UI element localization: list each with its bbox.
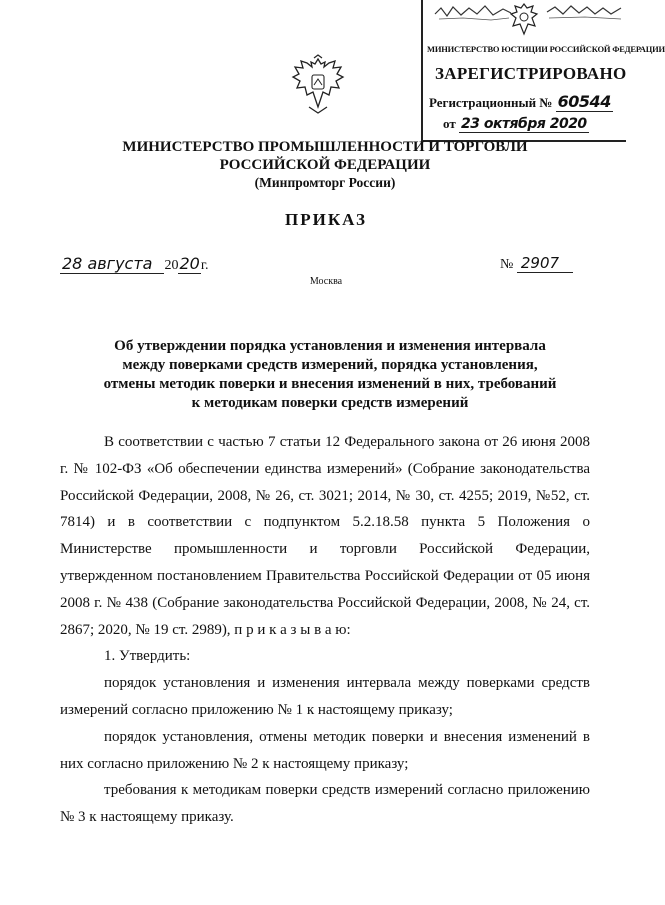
order-city: Москва <box>309 276 343 287</box>
stamp-ministry: МИНИСТЕРСТВО ЮСТИЦИИ РОССИЙСКОЙ ФЕДЕРАЦИИ <box>427 44 665 54</box>
stamp-registration-line <box>429 92 613 112</box>
document-type-title: ПРИКАЗ <box>285 210 367 229</box>
body-item-1: 1. Утвердить: <box>104 648 191 665</box>
ministry-short-name: (Минпромторг России) <box>254 175 396 190</box>
ministry-name-line2: РОССИЙСКОЙ ФЕДЕРАЦИИ <box>219 157 431 173</box>
order-number-handwritten: 2907 <box>517 254 573 273</box>
ministry-heading <box>120 138 530 192</box>
order-number-label: № <box>500 257 514 272</box>
stamp-reg-label: Регистрационный № <box>429 95 553 110</box>
body-approve-1: порядок установления и изменения интервала между поверками средств измерений согласно приложению № 1 к настоящему приказу; <box>60 675 590 718</box>
body-preamble: В соответствии с частью 7 статьи 12 Федерального закона от 26 июня 2008 г. № 102-ФЗ «Об обеспечении единства измерений» (Собрание законодательства Российской Федерации, 2008, № 26, ст. 3021; 2014, № 30, ст. 4255; 2019, №52, ст. 7814) и в соответствии с подпунктом 5.2.18.58 пункта 5 Положения о Министерстве промышленности и торговли Российской Федерации, утвержденном постановлением Правительства Российской Федерации от 05 июня 2008 г. № 438 (Собрание законодательства Российской Федерации, 2008, № 24, ст. 2867; 2020, № 19 ст. 2989), п р и к а з ы в а ю: <box>60 434 590 638</box>
stamp-scribble-right <box>545 2 625 24</box>
order-year-prefix: 20 <box>164 258 179 273</box>
order-body <box>60 429 590 831</box>
stamp-title: ЗАРЕГИСТРИРОВАНО <box>435 64 627 83</box>
stamp-reg-number: 60544 <box>557 92 611 111</box>
stamp-scribble-left <box>433 2 513 24</box>
ministry-name-line1: МИНИСТЕРСТВО ПРОМЫШЛЕННОСТИ И ТОРГОВЛИ <box>122 139 528 155</box>
coat-of-arms-icon <box>289 55 347 117</box>
stamp-date-value: 23 октября 2020 <box>460 116 587 132</box>
body-approve-3: требования к методикам поверки средств измерений согласно приложению № 3 к настоящему приказу. <box>60 782 590 826</box>
order-subject: Об утверждении порядка установления и изменения интервала между поверками средств измерений, порядка установления, отмены методик поверки и внесения изменений в них, требований к методикам поверки средств измерений <box>103 338 557 411</box>
order-date-handwritten: 28 августа <box>60 254 164 274</box>
stamp-date-prefix: от <box>443 116 456 131</box>
order-year-suffix: г. <box>200 258 209 273</box>
registration-stamp <box>421 0 665 142</box>
order-number <box>500 254 573 273</box>
body-approve-2: порядок установления, отмены методик поверки и внесения изменений в них согласно приложению № 2 к настоящему приказу; <box>60 728 590 772</box>
order-date <box>60 254 209 274</box>
stamp-date-line <box>443 116 589 133</box>
order-year-handwritten: 20 <box>179 254 200 273</box>
stamp-emblem-icon <box>507 0 541 40</box>
